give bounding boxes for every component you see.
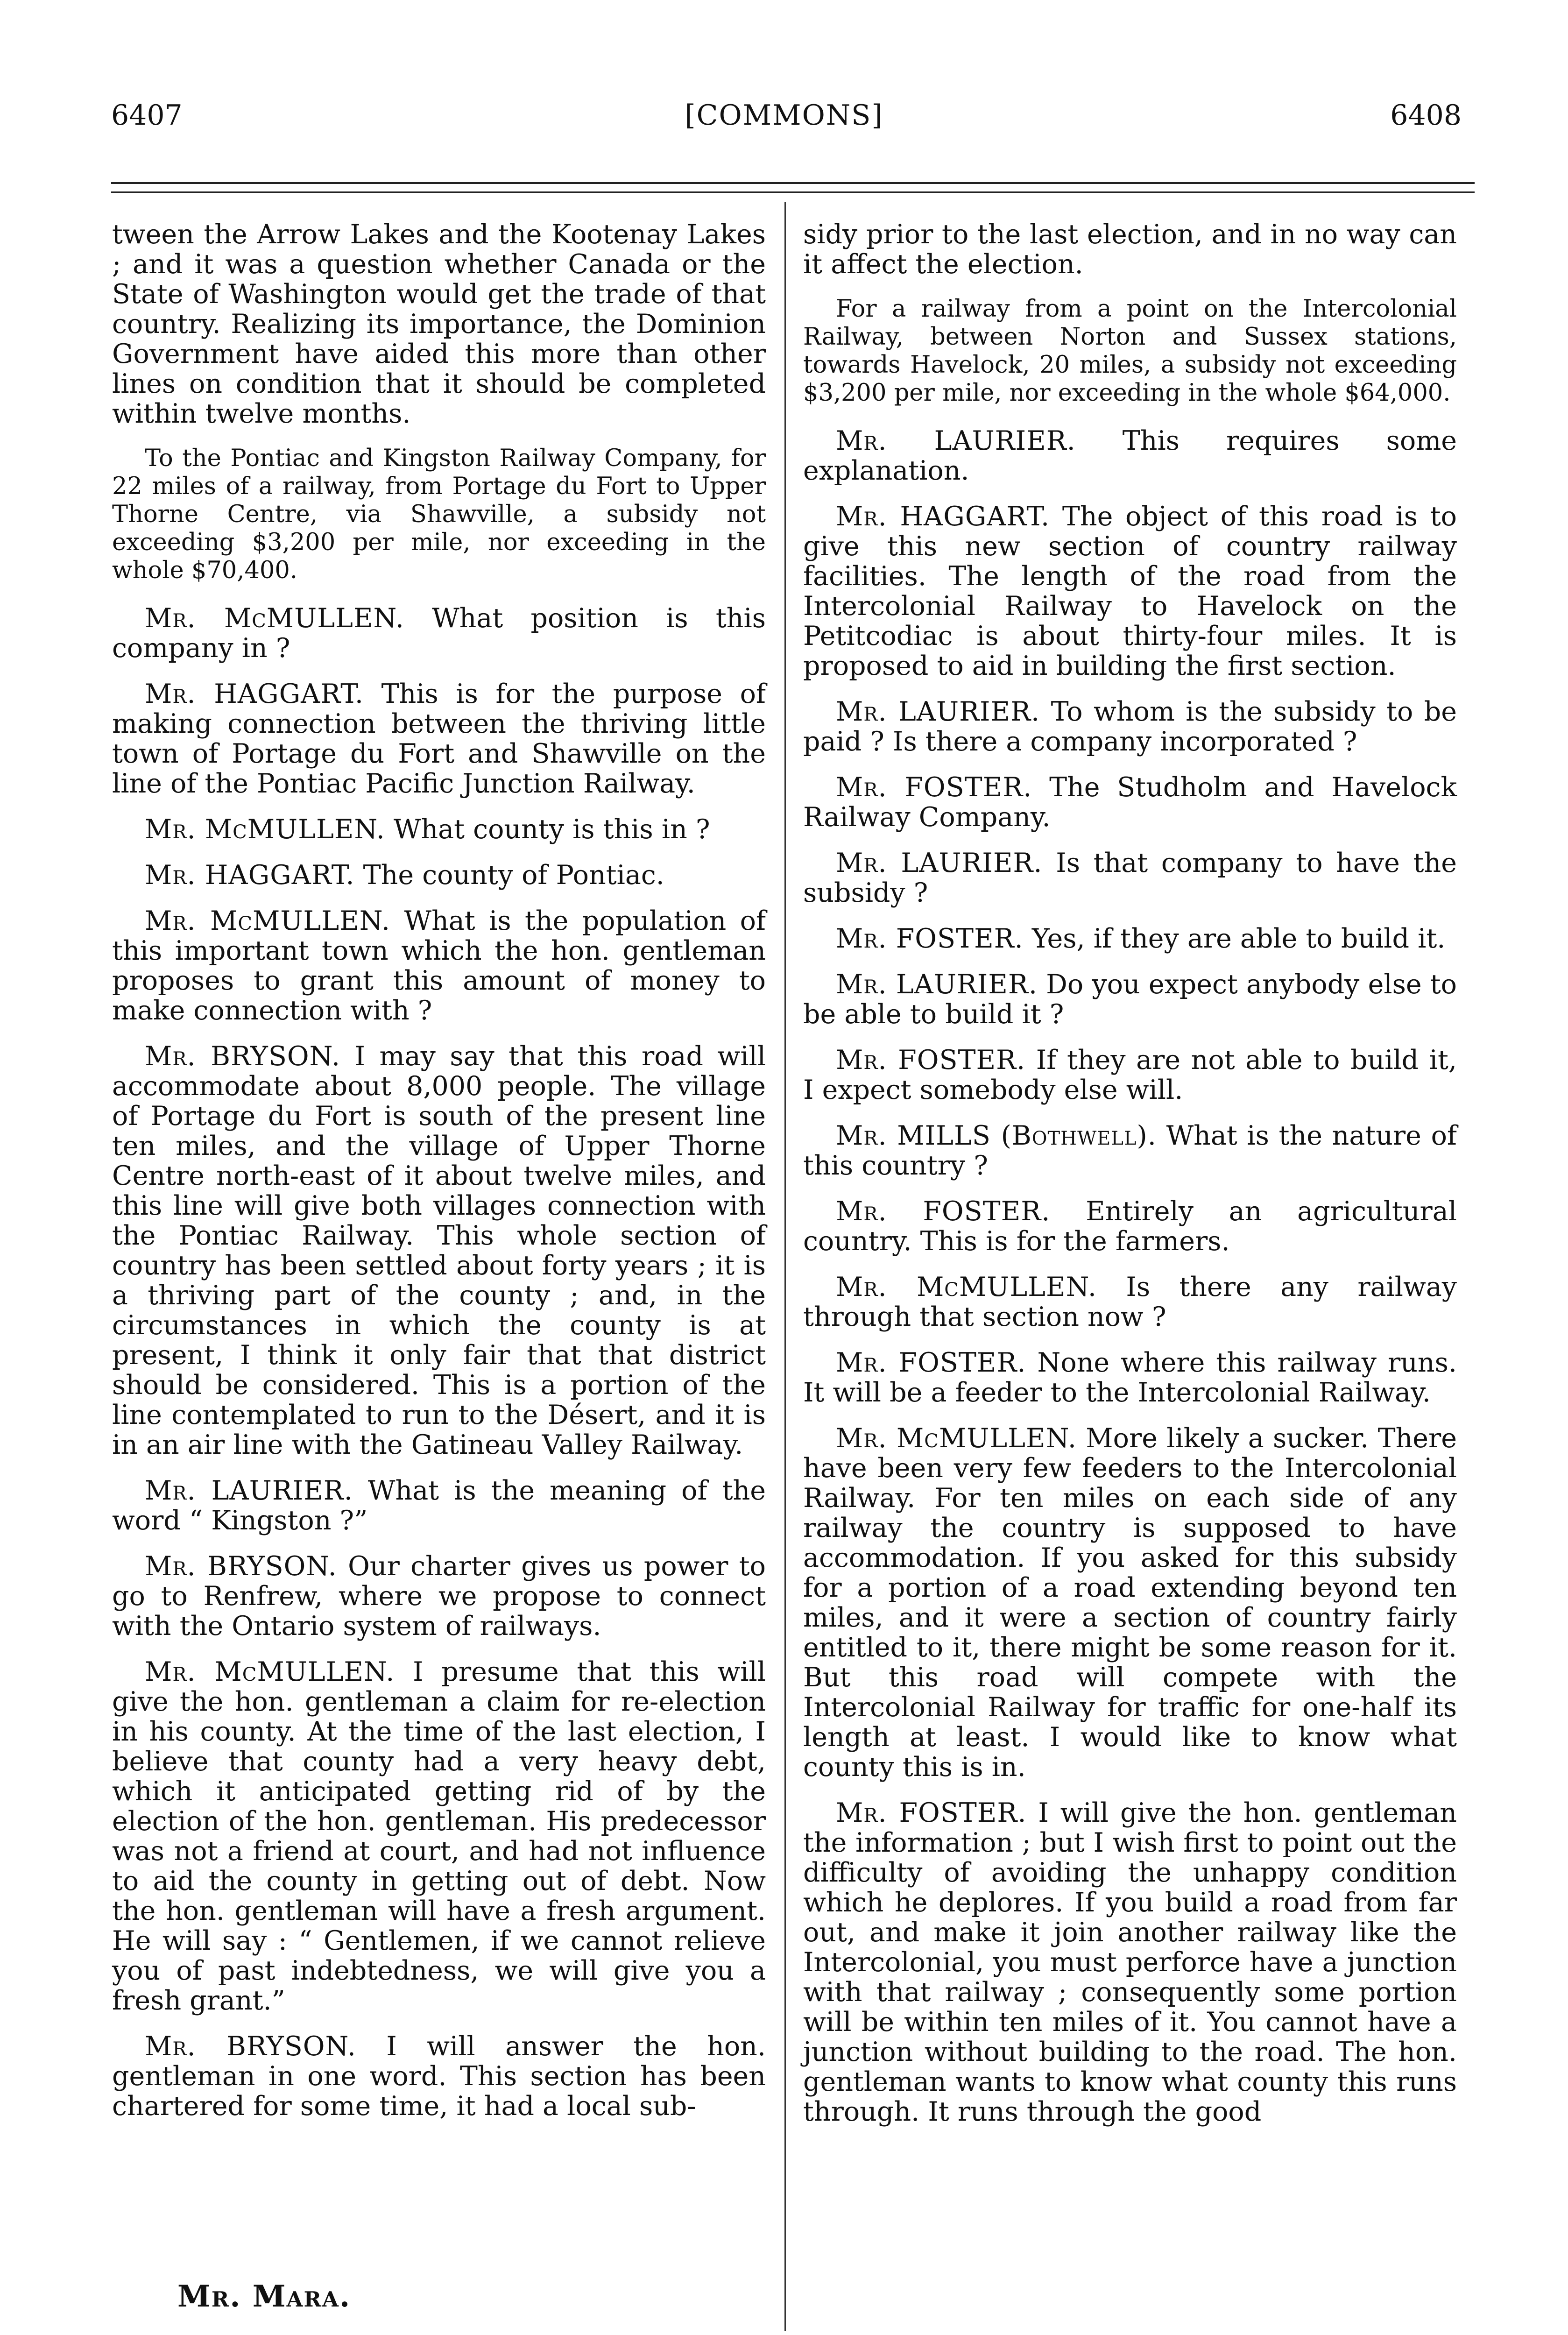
speaker-name: Mr. HAGGART. (836, 501, 1050, 532)
speaker-name: Mr. McMULLEN. (145, 1656, 395, 1687)
speaker-name: Mr. LAURIER. (145, 1475, 353, 1506)
paragraph-text: What is the nature of this country ? (803, 1120, 1457, 1181)
left-column (112, 219, 766, 2137)
speaker-name: Mr. FOSTER. (836, 1196, 1051, 1227)
speech-paragraph (803, 969, 1457, 1029)
speaker-name: Mr. LAURIER. (836, 848, 1043, 878)
paragraph-text: What is the meaning of the word “ Kingston ?” (112, 1475, 766, 1536)
speech-paragraph (112, 906, 766, 1026)
speech-paragraph (803, 697, 1457, 757)
paragraph-text: The Studholm and Havelock Railway Company. (803, 772, 1457, 833)
footer-speaker-name: Mr. Mara. (177, 2279, 351, 2314)
speaker-name: Mr. BRYSON. (145, 2031, 356, 2062)
paragraph-text: Is there any railway through that section now ? (803, 1272, 1457, 1332)
paragraph-text: The object of this road is to give this new section of country railway facilities. The length of the road from the Intercolonial Railway to Havelock on the Petitcodiac is about thirty-four miles. It is proposed to aid in building the first section. (803, 501, 1457, 681)
paragraph-text: I presume that this will give the hon. gentleman a claim for re-election in his county. At the time of the last election, I believe that county had a very heavy debt, which it anticipated getting rid of by the election of the hon. gentleman. His predecessor was not a friend at court, and had not influence to aid the county in getting out of debt. Now the hon. gentleman will have a fresh argument. He will say : “ Gentlemen, if we cannot relieve you of past indebtedness, we will give you a fresh grant.” (112, 1656, 766, 2016)
speech-paragraph (803, 1196, 1457, 1256)
paragraph-text: To whom is the subsidy to be paid ? Is there a company incorporated ? (803, 696, 1457, 757)
speaker-name: Mr. McMULLEN. (836, 1272, 1097, 1302)
right-column (803, 219, 1457, 2143)
paragraph-text: What county is this in ? (393, 814, 710, 845)
column-divider (784, 202, 786, 2331)
paragraph-text: Entirely an agricultural country. This is for the farmers. (803, 1196, 1457, 1257)
page-number-left: 6407 (111, 99, 183, 132)
paragraph-text: I will answer the hon. gentleman in one word. This section has been chartered for some time, it had a local sub- (112, 2031, 766, 2122)
speech-paragraph (112, 860, 766, 890)
speaker-name: Mr. LAURIER. (836, 969, 1038, 1000)
speaker-name: Mr. FOSTER. (836, 1797, 1027, 1828)
speech-paragraph (112, 679, 766, 799)
speaker-name: Mr. McMULLEN. (145, 906, 391, 936)
paragraph-text: Is that company to have the subsidy ? (803, 848, 1457, 908)
paragraph-text: What position is this company in ? (112, 603, 766, 664)
speaker-name: Mr. LAURIER. (836, 425, 1076, 456)
speaker-name: Mr. MILLS (Bothwell). (836, 1120, 1157, 1151)
speech-paragraph (112, 1041, 766, 1460)
speech-paragraph (803, 1045, 1457, 1105)
page-header (0, 0, 1568, 154)
paragraph-text: I will give the hon. gentleman the information ; but I wish first to point out the difficulty of avoiding the unhappy condition which he deplores. If you build a road from far out, and make it join another railway like the Intercolonial, you must perforce have a junction with that railway ; consequently some portion will be within ten miles of it. You cannot have a junction without building to the road. The hon. gentleman wants to know what county this runs through. It runs through the good (803, 1797, 1457, 2127)
page-number-right: 6408 (1390, 99, 1462, 132)
speech-paragraph (112, 603, 766, 663)
speech-paragraph (803, 924, 1457, 954)
paragraph-text: The county of Pontiac. (363, 860, 664, 891)
speaker-name: Mr. FOSTER. (836, 1347, 1026, 1378)
speaker-name: Mr. McMULLEN. (145, 814, 385, 845)
paragraph-text: If they are not able to build it, I expect somebody else will. (803, 1045, 1457, 1105)
paragraph-text: None where this railway runs. It will be a feeder to the Intercolonial Railway. (803, 1347, 1457, 1408)
speech-paragraph (803, 772, 1457, 832)
speaker-name: Mr. HAGGART. (145, 679, 364, 709)
speech-paragraph (803, 1121, 1457, 1181)
paragraph-text: To the Pontiac and Kingston Railway Company, for 22 miles of a railway, from Portage du Fort to Upper Thorne Centre, via Shawville, a subsidy not exceeding $3,200 per mile, nor exceeding in the whole $70,400. (112, 445, 766, 584)
paragraph-text: sidy prior to the last election, and in no way can it affect the election. (803, 219, 1457, 280)
speaker-name: Mr. FOSTER. (836, 772, 1032, 803)
paragraph-text: This is for the purpose of making connection between the thriving little town of Portage du Fort and Shawville on the line of the Pontiac Pacific Junction Railway. (112, 679, 766, 799)
paragraph-text: What is the population of this important town which the hon. gentleman proposes to grant this amount of money to make connection with ? (112, 906, 766, 1026)
speech-paragraph (112, 1476, 766, 1535)
speaker-name: Mr. FOSTER. (836, 923, 1024, 954)
speech-paragraph (803, 502, 1457, 681)
speech-paragraph (803, 1348, 1457, 1408)
speech-paragraph (112, 1551, 766, 1641)
speech-paragraph (112, 814, 766, 844)
speech-paragraph (112, 219, 766, 429)
paragraph-text: For a railway from a point on the Intercolonial Railway, between Norton and Sussex stations, towards Havelock, 20 miles, a subsidy not exceeding $3,200 per mile, nor exceeding in the whole $64,000. (803, 295, 1457, 407)
speaker-name: Mr. HAGGART. (145, 860, 355, 891)
speaker-name: Mr. FOSTER. (836, 1045, 1026, 1076)
motion-paragraph (112, 445, 766, 585)
motion-paragraph (803, 295, 1457, 407)
speaker-name: Mr. BRYSON. (145, 1041, 340, 1072)
speech-paragraph (112, 2031, 766, 2121)
speech-paragraph (803, 848, 1457, 908)
speech-paragraph (803, 1423, 1457, 1782)
speaker-name: Mr. McMULLEN. (836, 1423, 1077, 1454)
speech-paragraph (112, 1657, 766, 2016)
speech-paragraph (803, 1798, 1457, 2127)
paragraph-text: Do you expect anybody else to be able to build it ? (803, 969, 1457, 1030)
speech-paragraph (803, 1272, 1457, 1332)
speaker-name: Mr. LAURIER. (836, 696, 1040, 727)
page-title: [COMMONS] (685, 99, 883, 132)
header-rule-top (111, 182, 1475, 184)
speech-paragraph (803, 219, 1457, 279)
header-rule-bottom (111, 191, 1475, 193)
paragraph-text: More likely a sucker. There have been very few feeders to the Intercolonial Railway. For ten miles on each side of any railway the country is supposed to have accommodation. If you asked for this subsidy for a portion of a road extending beyond ten miles, and it were a section of country fairly entitled to it, there might be some reason for it. But this road will compete with the Intercolonial Railway for traffic for one-half its length at least. I would like to know what county this is in. (803, 1423, 1457, 1783)
speech-paragraph (803, 426, 1457, 486)
speaker-name: Mr. McMULLEN. (145, 603, 404, 634)
paragraph-text: Yes, if they are able to build it. (1031, 923, 1446, 954)
paragraph-text: This requires some explanation. (803, 425, 1457, 486)
paragraph-text: tween the Arrow Lakes and the Kootenay Lakes ; and it was a question whether Canada or the State of Washington would get the trade of that country. Realizing its importance, the Dominion Government have aided this more than other lines on condition that it should be completed within twelve months. (112, 219, 766, 429)
speaker-name: Mr. BRYSON. (145, 1551, 337, 1582)
paragraph-text: I may say that this road will accommodate about 8,000 people. The village of Portage du Fort is south of the present line ten miles, and the village of Upper Thorne Centre north-east of it about twelve miles, and this line will give both villages connection with the Pontiac Railway. This whole section of country has been settled about forty years ; it is a thriving part of the county ; and, in the circumstances in which the county is at present, I think it only fair that that district should be considered. This is a portion of the line contemplated to run to the Désert, and it is in an air line with the Gatineau Valley Railway. (112, 1041, 766, 1460)
paragraph-text: Our charter gives us power to go to Renfrew, where we propose to connect with the Ontario system of railways. (112, 1551, 766, 1642)
